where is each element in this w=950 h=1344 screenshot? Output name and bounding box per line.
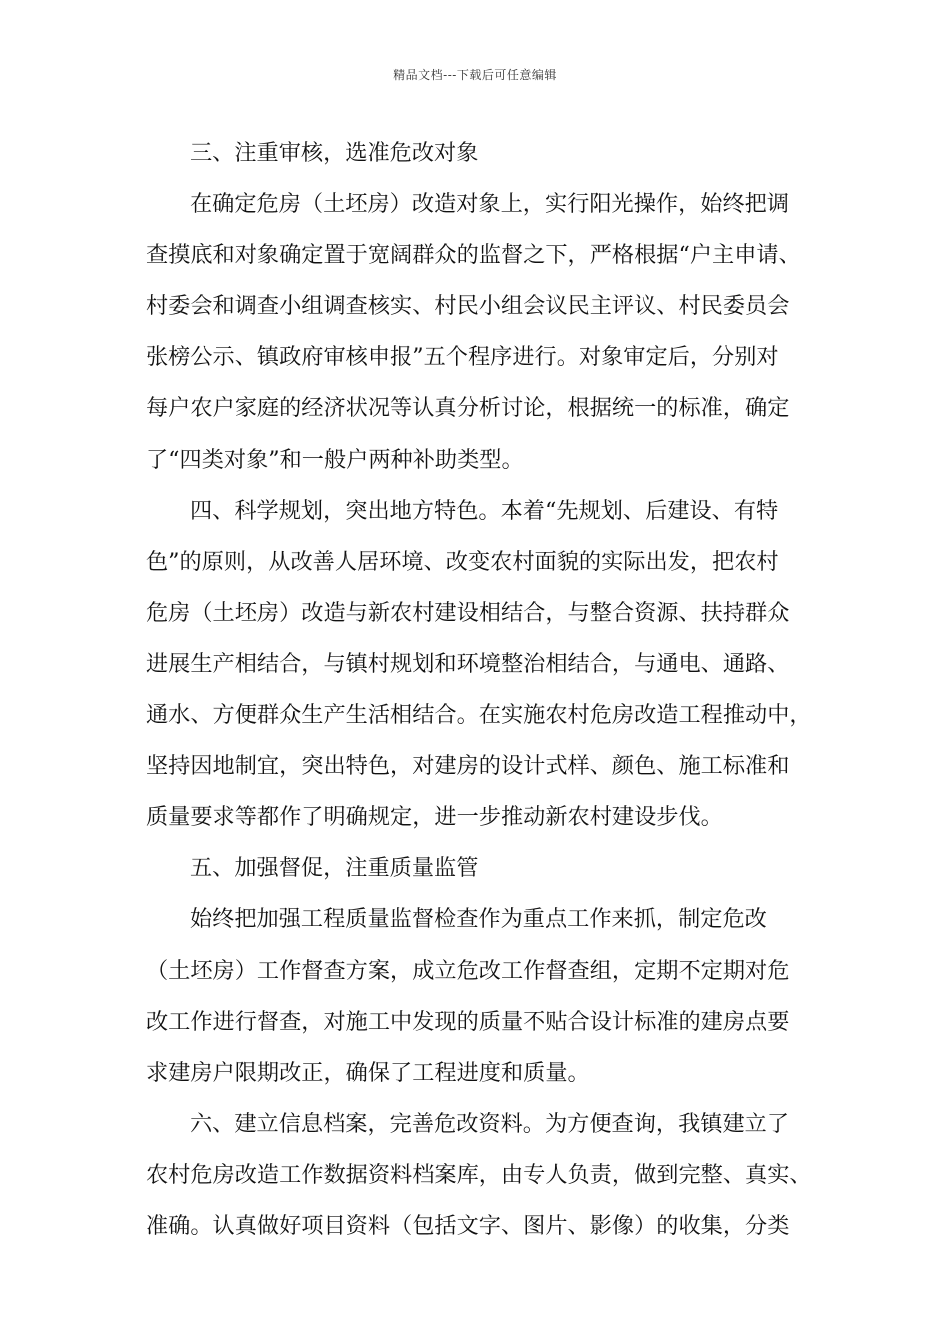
text-line: 查摸底和对象确定置于宽阔群众的监督之下，严格根据“户主申请、 — [146, 242, 801, 269]
page-header: 精品文档---下载后可任意编辑 — [393, 68, 557, 82]
text-line: 四、科学规划，突出地方特色。本着“先规划、后建设、有特 — [190, 497, 779, 524]
text-line: 在确定危房（土坯房）改造对象上，实行阳光操作，始终把调 — [190, 191, 790, 218]
text-line: 质量要求等都作了明确规定，进一步推动新农村建设步伐。 — [146, 804, 723, 831]
text-line: 色”的原则，从改善人居环境、改变农村面貌的实际出发，把农村 — [146, 548, 779, 575]
text-line: 始终把加强工程质量监督检查作为重点工作来抓，制定危改 — [190, 906, 767, 933]
text-line: 坚持因地制宜，突出特色，对建房的设计式样、颜色、施工标准和 — [146, 753, 790, 780]
text-line: 准确。认真做好项目资料（包括文字、图片、影像）的收集，分类 — [146, 1212, 790, 1239]
text-line: 通水、方便群众生产生活相结合。在实施农村危房改造工程推动中， — [146, 702, 812, 729]
document-body — [146, 128, 836, 1252]
text-line: 每户农户家庭的经济状况等认真分析讨论，根据统一的标准，确定 — [146, 395, 790, 422]
text-line: 村委会和调查小组调查核实、村民小组会议民主评议、村民委员会 — [146, 293, 790, 320]
text-line: 了“四类对象”和一般户两种补助类型。 — [146, 446, 524, 473]
text-line: 五、加强督促，注重质量监管 — [190, 855, 479, 882]
text-line: （土坯房）工作督查方案，成立危改工作督查组，定期不定期对危 — [146, 957, 790, 984]
text-line: 农村危房改造工作数据资料档案库，由专人负责，做到完整、真实、 — [146, 1161, 812, 1188]
text-line: 六、建立信息档案，完善危改资料。为方便查询，我镇建立了 — [190, 1110, 790, 1137]
text-line: 改工作进行督查，对施工中发现的质量不贴合设计标准的建房点要 — [146, 1008, 790, 1035]
text-line: 进展生产相结合，与镇村规划和环境整治相结合，与通电、通路、 — [146, 650, 790, 677]
text-line: 三、注重审核，选准危改对象 — [190, 140, 479, 166]
text-line: 求建房户限期改正，确保了工程进度和质量。 — [146, 1059, 590, 1086]
text-line: 张榜公示、镇政府审核申报”五个程序进行。对象审定后，分别对 — [146, 344, 779, 371]
text-line: 危房（土坯房）改造与新农村建设相结合，与整合资源、扶持群众 — [146, 599, 790, 626]
